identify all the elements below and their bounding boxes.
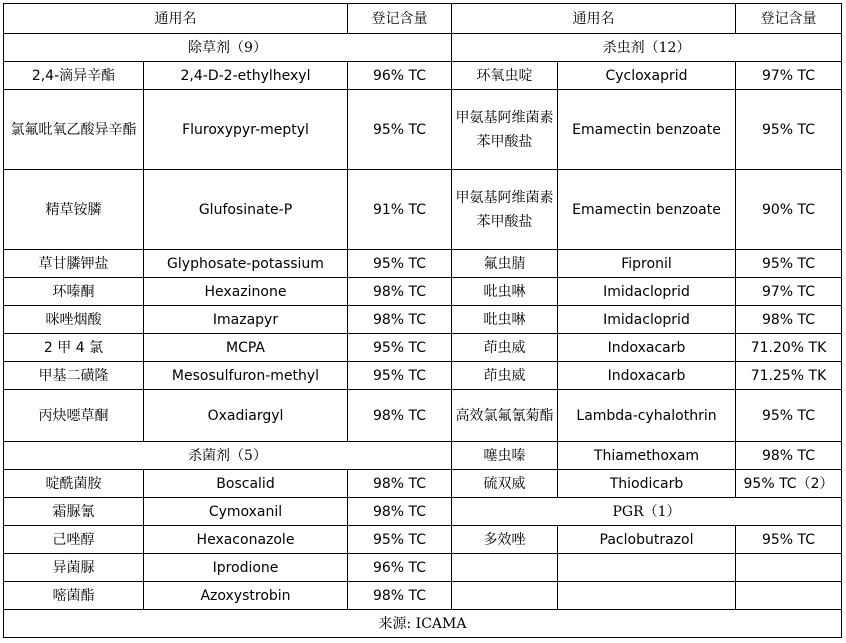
table-row xyxy=(4,442,842,470)
insecticide-en-name: Thiodicarb xyxy=(558,470,736,498)
empty-cell xyxy=(558,554,736,582)
insecticide-en-name: Indoxacarb xyxy=(558,334,736,362)
insecticide-en-name: Lambda-cyhalothrin xyxy=(558,390,736,442)
insecticide-en-name: Imidacloprid xyxy=(558,306,736,334)
insecticide-en-name: Indoxacarb xyxy=(558,362,736,390)
left-common-name-header: 通用名 xyxy=(4,4,348,34)
source-note: 来源: ICAMA xyxy=(4,610,842,638)
table-row xyxy=(4,278,842,306)
herbicide-cn-name: 精草铵膦 xyxy=(4,170,144,250)
herbicide-en-name: Imazapyr xyxy=(144,306,348,334)
herbicide-en-name: Mesosulfuron-methyl xyxy=(144,362,348,390)
empty-cell xyxy=(452,554,558,582)
fungicide-en-name: Azoxystrobin xyxy=(144,582,348,610)
table-row xyxy=(4,170,842,250)
insecticide-content: 98% TC xyxy=(736,442,842,470)
herbicide-cn-name: 2 甲 4 氯 xyxy=(4,334,144,362)
table-row xyxy=(4,306,842,334)
herbicide-cn-name: 咪唑烟酸 xyxy=(4,306,144,334)
insecticide-content: 97% TC xyxy=(736,278,842,306)
fungicide-content: 96% TC xyxy=(348,554,452,582)
fungicide-cn-name: 嘧菌酯 xyxy=(4,582,144,610)
insecticide-en-name: Cycloxaprid xyxy=(558,62,736,90)
herbicide-cn-name: 草甘膦钾盐 xyxy=(4,250,144,278)
fungicide-cn-name: 己唑醇 xyxy=(4,526,144,554)
insecticide-cn-name: 茚虫威 xyxy=(452,362,558,390)
table-row xyxy=(4,62,842,90)
insecticide-cn-name: 甲氨基阿维菌素苯甲酸盐 xyxy=(452,170,558,250)
herbicide-cn-name: 丙炔噁草酮 xyxy=(4,390,144,442)
table-row xyxy=(4,526,842,554)
herbicide-content: 95% TC xyxy=(348,334,452,362)
pgr-cn-name: 多效唑 xyxy=(452,526,558,554)
table-row xyxy=(4,582,842,610)
insecticide-cn-name: 高效氯氟氰菊酯 xyxy=(452,390,558,442)
insecticide-cn-name: 噻虫嗪 xyxy=(452,442,558,470)
header-row xyxy=(4,4,842,34)
source-row xyxy=(4,610,842,638)
herbicide-content: 96% TC xyxy=(348,62,452,90)
fungicide-en-name: Iprodione xyxy=(144,554,348,582)
insecticide-en-name: Imidacloprid xyxy=(558,278,736,306)
herbicide-cn-name: 甲基二磺隆 xyxy=(4,362,144,390)
insecticide-en-name: Emamectin benzoate xyxy=(558,90,736,170)
insecticide-content: 90% TC xyxy=(736,170,842,250)
empty-cell xyxy=(736,554,842,582)
herbicide-en-name: Hexazinone xyxy=(144,278,348,306)
table-row xyxy=(4,250,842,278)
pgr-en-name: Paclobutrazol xyxy=(558,526,736,554)
insecticide-cn-name: 吡虫啉 xyxy=(452,306,558,334)
pgr-content: 95% TC xyxy=(736,526,842,554)
insecticide-en-name: Emamectin benzoate xyxy=(558,170,736,250)
fungicide-category: 杀菌剂（5） xyxy=(4,442,452,470)
table-row xyxy=(4,498,842,526)
table-row xyxy=(4,470,842,498)
empty-cell xyxy=(736,582,842,610)
herbicide-en-name: Glyphosate-potassium xyxy=(144,250,348,278)
herbicide-category: 除草剂（9） xyxy=(4,34,452,62)
insecticide-cn-name: 甲氨基阿维菌素苯甲酸盐 xyxy=(452,90,558,170)
herbicide-en-name: 2,4-D-2-ethylhexyl xyxy=(144,62,348,90)
herbicide-content: 98% TC xyxy=(348,306,452,334)
fungicide-en-name: Hexaconazole xyxy=(144,526,348,554)
category-row xyxy=(4,34,842,62)
insecticide-content: 95% TC xyxy=(736,390,842,442)
table-row xyxy=(4,362,842,390)
herbicide-content: 95% TC xyxy=(348,250,452,278)
registration-table xyxy=(3,3,842,638)
pgr-category: PGR（1） xyxy=(452,498,842,526)
empty-cell xyxy=(452,582,558,610)
fungicide-en-name: Cymoxanil xyxy=(144,498,348,526)
fungicide-cn-name: 啶酰菌胺 xyxy=(4,470,144,498)
insecticide-cn-name: 吡虫啉 xyxy=(452,278,558,306)
fungicide-content: 98% TC xyxy=(348,582,452,610)
right-content-header: 登记含量 xyxy=(736,4,842,34)
insecticide-cn-name: 茚虫威 xyxy=(452,334,558,362)
herbicide-en-name: MCPA xyxy=(144,334,348,362)
table-row xyxy=(4,390,842,442)
table-row xyxy=(4,554,842,582)
insecticide-cn-name: 氟虫腈 xyxy=(452,250,558,278)
fungicide-content: 98% TC xyxy=(348,470,452,498)
herbicide-cn-name: 2,4-滴异辛酯 xyxy=(4,62,144,90)
fungicide-content: 95% TC xyxy=(348,526,452,554)
fungicide-cn-name: 霜脲氰 xyxy=(4,498,144,526)
fungicide-en-name: Boscalid xyxy=(144,470,348,498)
empty-cell xyxy=(558,582,736,610)
insecticide-en-name: Thiamethoxam xyxy=(558,442,736,470)
insecticide-content: 71.25% TK xyxy=(736,362,842,390)
herbicide-content: 98% TC xyxy=(348,278,452,306)
herbicide-en-name: Fluroxypyr-meptyl xyxy=(144,90,348,170)
herbicide-cn-name: 氯氟吡氧乙酸异辛酯 xyxy=(4,90,144,170)
fungicide-cn-name: 异菌脲 xyxy=(4,554,144,582)
insecticide-cn-name: 硫双威 xyxy=(452,470,558,498)
insecticide-en-name: Fipronil xyxy=(558,250,736,278)
insecticide-content: 71.20% TK xyxy=(736,334,842,362)
insecticide-cn-name: 环氧虫啶 xyxy=(452,62,558,90)
insecticide-content: 95% TC xyxy=(736,250,842,278)
table-row xyxy=(4,90,842,170)
herbicide-en-name: Glufosinate-P xyxy=(144,170,348,250)
herbicide-content: 91% TC xyxy=(348,170,452,250)
left-content-header: 登记含量 xyxy=(348,4,452,34)
insecticide-content: 95% TC xyxy=(736,90,842,170)
right-common-name-header: 通用名 xyxy=(452,4,736,34)
herbicide-content: 95% TC xyxy=(348,362,452,390)
insecticide-category: 杀虫剂（12） xyxy=(452,34,842,62)
table-row xyxy=(4,334,842,362)
fungicide-content: 98% TC xyxy=(348,498,452,526)
insecticide-content: 95% TC（2） xyxy=(736,470,842,498)
herbicide-en-name: Oxadiargyl xyxy=(144,390,348,442)
herbicide-content: 95% TC xyxy=(348,90,452,170)
insecticide-content: 98% TC xyxy=(736,306,842,334)
herbicide-content: 98% TC xyxy=(348,390,452,442)
insecticide-content: 97% TC xyxy=(736,62,842,90)
herbicide-cn-name: 环嗪酮 xyxy=(4,278,144,306)
